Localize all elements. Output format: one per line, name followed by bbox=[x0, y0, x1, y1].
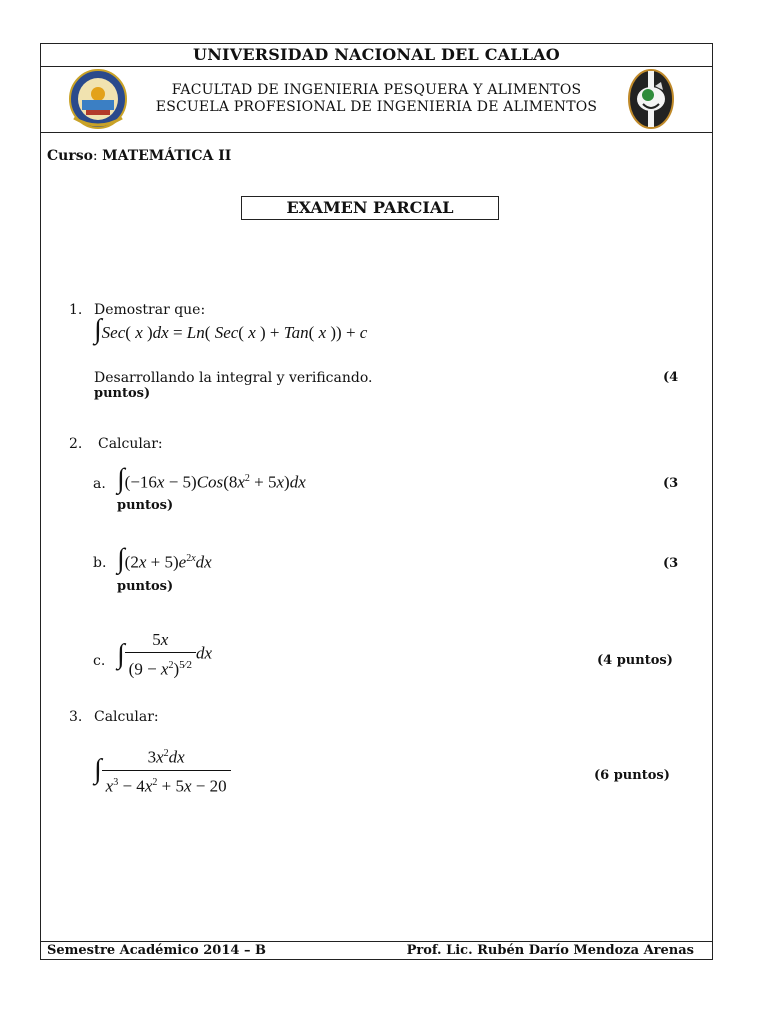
q1-note: Desarrollando la integral y verificando. bbox=[94, 370, 373, 386]
q2a-formula: $\int(-16x - 5)Cos(8x^2 + 5x)dx$ bbox=[117, 463, 306, 495]
q2a-points-open: (3 bbox=[663, 476, 679, 491]
q2c-label: c. bbox=[93, 653, 106, 669]
course-value: MATEMÁTICA II bbox=[102, 148, 232, 164]
q2b-formula: $\int(2x + 5)e^{2x}dx$ bbox=[117, 543, 212, 575]
q1-formula: ∫Sec( x )dx = Ln( Sec( x ) + Tan( x )) + c bbox=[94, 314, 368, 345]
q1-prompt: Demostrar que: bbox=[94, 302, 206, 318]
faculty-shield-logo bbox=[627, 68, 675, 130]
q3-prompt: Calcular: bbox=[94, 709, 159, 725]
q3-points: (6 puntos) bbox=[594, 768, 670, 783]
q2c-points: (4 puntos) bbox=[597, 653, 673, 668]
q2-prompt: Calcular: bbox=[98, 436, 163, 452]
q2a-label: a. bbox=[93, 476, 106, 492]
q2b-label: b. bbox=[93, 555, 107, 571]
university-title: UNIVERSIDAD NACIONAL DEL CALLAO bbox=[41, 44, 712, 67]
q2c-formula: ∫ $\frac{5x}{(9 - x^2)^{5⁄2}}$ dx bbox=[117, 630, 213, 679]
q2b-points-close: puntos) bbox=[117, 579, 174, 594]
course-label: Curso bbox=[47, 148, 93, 164]
footer-bar bbox=[41, 941, 712, 961]
q1-points-close: puntos) bbox=[94, 386, 151, 401]
professor-name: Prof. Lic. Rubén Darío Mendoza Arenas bbox=[406, 943, 694, 958]
q2-number: 2. bbox=[69, 436, 83, 452]
exam-frame bbox=[40, 43, 713, 960]
course-line: Curso: MATEMÁTICA II bbox=[47, 148, 232, 164]
exam-title: EXAMEN PARCIAL bbox=[241, 196, 499, 220]
q2b-points-open: (3 bbox=[663, 556, 679, 571]
q1-number: 1. bbox=[69, 302, 83, 318]
faculty-name: FACULTAD DE INGENIERIA PESQUERA Y ALIMENTOS bbox=[171, 82, 582, 98]
q1-points-open: (4 bbox=[663, 370, 679, 385]
semester-label: Semestre Académico 2014 – B bbox=[47, 943, 266, 958]
q3-number: 3. bbox=[69, 709, 83, 725]
q3-formula: ∫ $\frac{3x^2dx}{x^3 - 4x^2 + 5x - 20}$ bbox=[94, 744, 231, 796]
faculty-header bbox=[41, 66, 712, 133]
school-name: ESCUELA PROFESIONAL DE INGENIERIA DE ALIMENTOS bbox=[155, 99, 598, 115]
q2a-points-close: puntos) bbox=[117, 498, 174, 513]
